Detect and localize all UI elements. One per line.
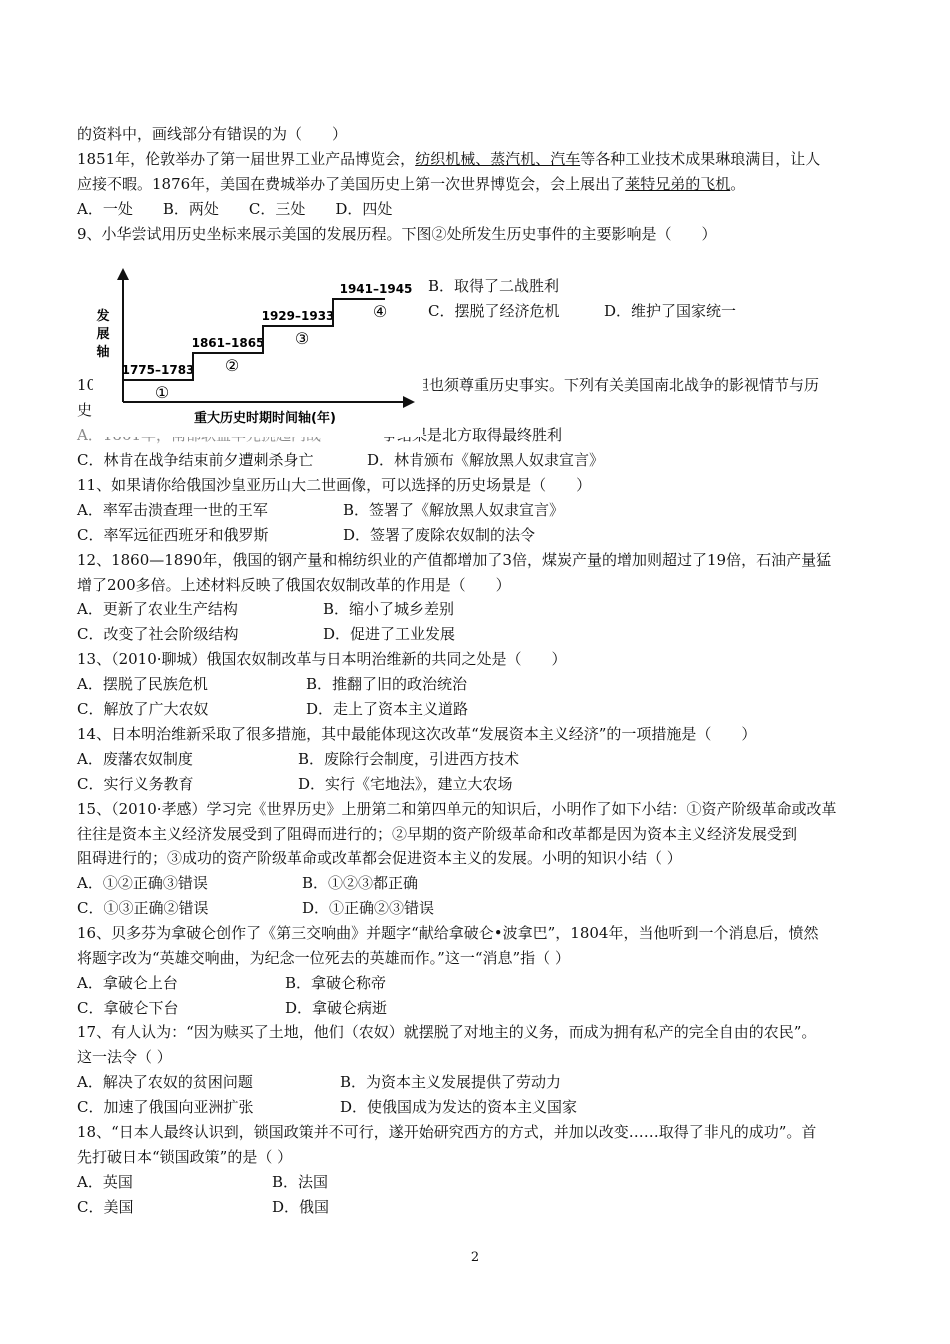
q13-option-b: B．推翻了旧的政治统治 — [306, 675, 468, 693]
q8-underlined-text: 纺织机械、蒸汽机、汽车 — [415, 150, 581, 168]
q14-option-d: D．实行《宅地法》，建立大农场 — [298, 775, 513, 793]
x-axis-arrow — [403, 396, 415, 408]
q15-option-c: C．①③正确②错误 — [77, 899, 209, 917]
step-period-label: 1775–1783 — [121, 363, 195, 377]
q17-stem-line1: 17、有人认为：“因为赎买了土地，他们（农奴）就摆脱了对地主的义务，而成为拥有私产的完全自由的农民”。 — [77, 1023, 817, 1041]
q15-option-a: A．①②正确③错误 — [77, 874, 208, 892]
q9-option-d: D．维护了国家统一 — [604, 302, 737, 320]
q14-stem: 14、日本明治维新采取了很多措施，其中最能体现这次改革“发展资本主义经济”的一项措施是（ ） — [77, 725, 757, 743]
q11-option-d: D．签署了废除农奴制的法令 — [343, 526, 536, 544]
q8-material-line2 — [77, 174, 745, 194]
q16-option-a: A．拿破仑上台 — [77, 974, 178, 992]
q11-option-a: A．率军击溃查理一世的王军 — [77, 501, 268, 519]
q10-option-b-fragment: 争结果是北方取得最终胜利 — [382, 426, 563, 444]
q11-stem: 11、如果请你给俄国沙皇亚历山大二世画像，可以选择的历史场景是（ ） — [77, 476, 592, 494]
q12-option-d: D．促进了工业发展 — [323, 625, 456, 643]
step-period-label: 1861–1865 — [191, 336, 265, 350]
q12-stem-line2: 增了200多倍。上述材料反映了俄国农奴制改革的作用是（ ） — [77, 576, 511, 594]
q10-stem-suffix: ，但也须尊重历史事实。下列有关美国南北战争的影视情节与历 — [399, 376, 820, 394]
q15-stem-line3: 阻碍进行的；③成功的资产阶级革命或改革都会促进资本主义的发展。小明的知识小结（ ） — [77, 849, 682, 867]
q12-option-a: A．更新了农业生产结构 — [77, 600, 238, 618]
q8-stem: 的资料中，画线部分有错误的为（ ） — [77, 125, 348, 143]
q12-stem-line1: 12、1860—1890年，俄国的钢产量和棉纺织业的产值都增加了3倍，煤炭产量的增加则超过了19倍，石油产量猛 — [77, 551, 832, 569]
y-axis-label-char: 发 — [96, 309, 110, 324]
page-number: 2 — [470, 1250, 480, 1265]
q13-option-c: C．解放了广大农奴 — [77, 700, 209, 718]
us-development-step-chart — [93, 262, 423, 437]
q15-option-d: D．①正确②③错误 — [302, 899, 435, 917]
q17-option-d: D．使俄国成为发达的资本主义国家 — [340, 1098, 578, 1116]
q16-option-d: D．拿破仑病逝 — [285, 999, 388, 1017]
q15-stem-line2: 往往是资本主义经济发展受到了阻碍而进行的；②早期的资产阶级革命和改革都是因为资本主义经济发展受到 — [77, 825, 798, 843]
q8-text: 。 — [730, 175, 746, 193]
q14-option-b: B．废除行会制度，引进西方技术 — [298, 750, 520, 768]
step-period-label: 1929–1933 — [261, 309, 335, 323]
y-axis-arrow — [117, 268, 129, 280]
q9-option-b: B．取得了二战胜利 — [428, 277, 560, 295]
q18-option-d: D．俄国 — [272, 1198, 330, 1216]
q8-text: 应接不暇。1876年，美国在费城举办了美国历史上第一次世界博览会，会上展出了 — [77, 175, 626, 193]
q10-option-a: A．1861年，南部联盟率先挑起内战 — [77, 426, 322, 444]
q12-option-c: C．改变了社会阶级结构 — [77, 625, 239, 643]
chart-layer — [95, 268, 415, 426]
q18-stem-line2: 先打破日本“锁国政策”的是（ ） — [77, 1148, 293, 1166]
step-marker: ② — [224, 356, 240, 375]
q10-stem-prefix: 10 — [77, 376, 97, 394]
q10-option-d: D．林肯颁布《解放黑人奴隶宣言》 — [367, 451, 605, 469]
y-axis-label-char: 轴 — [96, 345, 110, 360]
q9-stem: 9、小华尝试用历史坐标来展示美国的发展历程。下图②处所发生历史事件的主要影响是（ ） — [77, 225, 717, 243]
q8-material-line1 — [77, 149, 820, 169]
q13-stem: 13、（2010·聊城）俄国农奴制改革与日本明治维新的共同之处是（ ） — [77, 650, 567, 668]
q10-stem-line2: 史 — [77, 401, 93, 419]
y-axis-label-char: 展 — [96, 327, 110, 342]
q15-stem-line1: 15、（2010·孝感）学习完《世界历史》上册第二和第四单元的知识后，小明作了如下小结：①资产阶级革命或改革 — [77, 800, 837, 818]
q12-option-b: B．缩小了城乡差别 — [323, 600, 455, 618]
q9-option-c: C．摆脱了经济危机 — [428, 302, 560, 320]
q18-option-b: B．法国 — [272, 1173, 329, 1191]
q18-stem-line1: 18、“日本人最终认识到，锁国政策并不可行，遂开始研究西方的方式，并加以改变……取得了非凡的成功”。首 — [77, 1123, 817, 1141]
q17-option-c: C．加速了俄国向亚洲扩张 — [77, 1098, 254, 1116]
q17-option-a: A．解决了农奴的贫困问题 — [77, 1073, 253, 1091]
q8-text: 等各种工业技术成果琳琅满目，让人 — [580, 150, 821, 168]
q16-stem-line2: 将题字改为“英雄交响曲，为纪念一位死去的英雄而作。”这一“消息”指（ ） — [77, 949, 570, 967]
q16-stem-line1: 16、贝多芬为拿破仑创作了《第三交响曲》并题字“献给拿破仑•波拿巴”，1804年，当他听到一个消息后，愤然 — [77, 924, 819, 942]
q18-option-c: C．美国 — [77, 1198, 134, 1216]
q16-option-b: B．拿破仑称帝 — [285, 974, 387, 992]
q16-option-c: C．拿破仑下台 — [77, 999, 179, 1017]
q17-stem-line2: 这一法令（ ） — [77, 1048, 172, 1066]
q8-options: A．一处 B．两处 C．三处 D．四处 — [77, 200, 393, 218]
q13-option-d: D．走上了资本主义道路 — [306, 700, 469, 718]
q8-underlined-text: 莱特兄弟的飞机 — [625, 175, 731, 193]
q14-option-c: C．实行义务教育 — [77, 775, 194, 793]
step-marker: ④ — [372, 302, 388, 321]
q11-option-b: B．签署了《解放黑人奴隶宣言》 — [343, 501, 565, 519]
q18-option-a: A．英国 — [77, 1173, 133, 1191]
q13-option-a: A．摆脱了民族危机 — [77, 675, 208, 693]
q10-option-c: C．林肯在战争结束前夕遭刺杀身亡 — [77, 451, 314, 469]
q11-option-c: C．率军远征西班牙和俄罗斯 — [77, 526, 269, 544]
step-marker: ① — [154, 383, 170, 402]
q17-option-b: B．为资本主义发展提供了劳动力 — [340, 1073, 562, 1091]
x-axis-label: 重大历史时期时间轴(年) — [194, 411, 336, 426]
step-period-label: 1941–1945 — [339, 282, 413, 296]
step-marker: ③ — [294, 329, 310, 348]
q15-option-b: B．①②③都正确 — [302, 874, 419, 892]
q14-option-a: A．废藩农奴制度 — [77, 750, 193, 768]
q8-text: 1851年，伦敦举办了第一届世界工业产品博览会， — [77, 150, 416, 168]
